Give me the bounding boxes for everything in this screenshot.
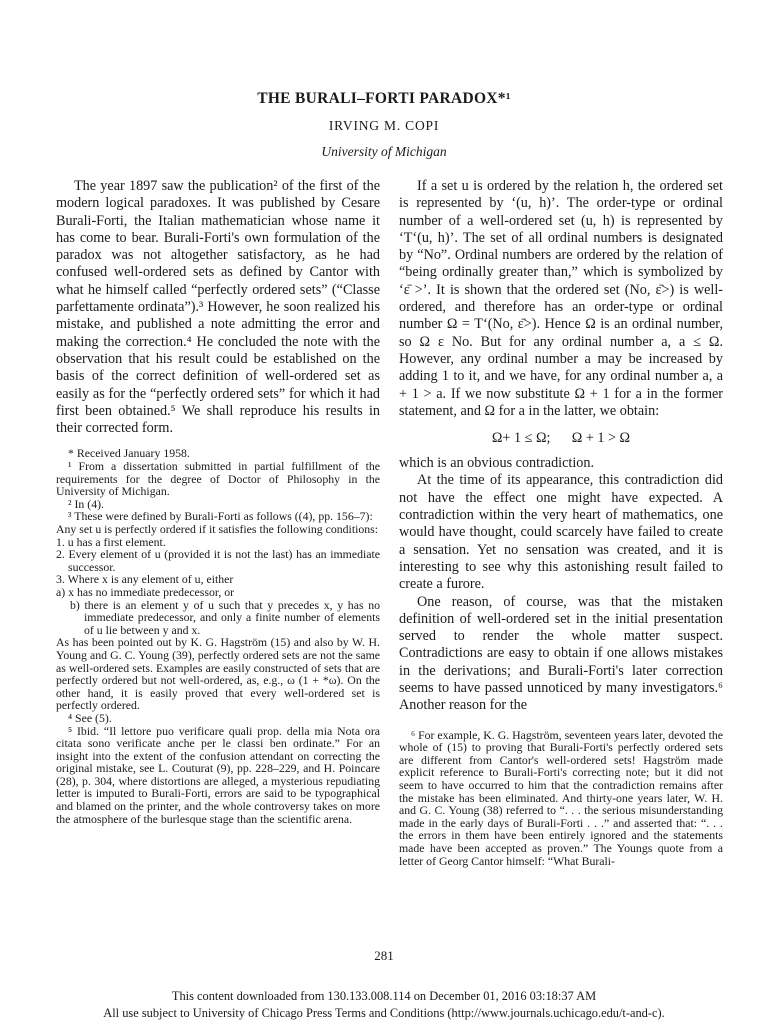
footnote-received: * Received January 1958. <box>68 446 190 461</box>
footnote-3-case-b: b) there is an element y of u such that y precedes x, y has no immediate predecessor, and only a finite number of elements of u lie between y and x. <box>70 597 380 637</box>
footnote-3-condition-2: 2. Every element of u (provided it is not the last) has an immediate successor. <box>56 547 380 574</box>
download-notice: This content downloaded from 130.133.008.114 on December 01, 2016 03:18:37 AM <box>171 989 597 1003</box>
author-name: IRVING M. COPI <box>328 118 440 133</box>
left-footnotes <box>56 447 380 825</box>
footnote-4: ⁴ See (5). <box>68 710 112 725</box>
page-number: 281 <box>374 948 394 963</box>
article-title: THE BURALI–FORTI PARADOX*¹ <box>257 90 511 107</box>
footnote-3-case-a: a) x has no immediate predecessor, or <box>56 584 235 599</box>
footnote-1: ¹ From a dissertation submitted in partial fulfillment of the requirements for the degree of Doctor of Philosophy in the University of Michigan. <box>56 459 380 499</box>
footnote-3: ³ These were defined by Burali-Forti as follows ((4), pp. 156–7): <box>68 509 373 524</box>
contradiction-paragraph: which is an obvious contradiction. <box>399 455 595 472</box>
footnote-3-remark: As has been pointed out by K. G. Hagström (15) and also by W. H. Young and G. C. Young (39), perfectly ordered sets are not the same as well-ordered sets. Examples are easily constructed of sets that are perfectly ordered but not well-ordered, as, e.g., ω (1 + *ω). On the other hand, it is easily proved that every well-ordered set is perfectly ordered. <box>56 635 380 713</box>
author-affiliation: University of Michigan <box>321 144 447 159</box>
reason-paragraph: One reason, of course, was that the mistaken definition of well-ordered set in the initial presentation served to render the whole matter suspect. Contradictions are easy to obtain if one allows mistakes in the derivations; and Burali-Forti's later correction seems to have passed unnoticed by many investigators.⁶ Another reason for the <box>399 593 723 714</box>
contradiction-formula: Ω+ 1 ≤ Ω; Ω + 1 > Ω <box>491 430 631 447</box>
footnote-6: ⁶ For example, K. G. Hagström, seventeen years later, devoted the whole of (15) to proving that Burali-Forti's perfectly ordered sets are different from Cantor's well-ordered sets! Hagström made explicit reference to Burali-Forti's correcting note; but it did not seem to have occurred to him that the contradiction remains after the mistake has been eliminated. And thirty-one years later, W. H. and G. C. Young (38) referred to “. . . the serious misunderstanding made in the early days of Burali-Forti . . .” and asserted that: “. . . the errors in them have been entirely ignored and the statements made have been accepted as proven.” The Youngs quote from a letter of Georg Cantor himself: “What Burali- <box>399 727 723 868</box>
definition-paragraph: If a set u is ordered by the relation h, the ordered set is represented by ‘(u, h)’. The order-type or ordinal number of a well-ordered set (u, h) is represented by ‘T‘(u, h)’. The set of all ordinal numbers is designated by “No”. Ordinal numbers are ordered by the relation of “being ordinally greater than,” which is symbolized by ‘ε̄ >’. It is shown that the ordered set (No, ε̄>) is well-ordered, and therefore has an order-type or ordinal number Ω = T‘(No, ε̄>). Hence Ω is an ordinal number, so Ω ε No. But for any ordinal number a, a ≤ Ω. However, any ordinal number a may be increased by adding 1 to it, and we have, for any ordinal number a, a + 1 > a. If we now substitute Ω + 1 for a in the former statement, and Ω for a in the latter, we obtain: <box>399 178 723 419</box>
footnote-3-condition-3: 3. Where x is any element of u, either <box>56 572 234 587</box>
footnote-3-definition: Any set u is perfectly ordered if it satisfies the following conditions: <box>56 522 379 537</box>
footnote-2: ² In (4). <box>68 496 104 511</box>
history-paragraph: At the time of its appearance, this contradiction did not have the effect one might have expected. A contradiction within the very heart of mathematics, one would have thought, could scarcely have failed to create a sensation. Yet no sensation was created, and it is interesting to see why this astonishing result failed to create a furore. <box>399 472 723 593</box>
footnote-3-condition-1: 1. u has a first element. <box>56 534 166 549</box>
intro-paragraph: The year 1897 saw the publication² of the first of the modern logical paradoxes. It was published by Cesare Burali-Forti, the Italian mathematician whose name it has come to bear. Burali-Forti's own formulation of the paradox was not altogether satisfactory, as he had confused well-ordered sets as defined by Cantor with what he himself called “perfectly ordered sets” (“Classe parfettamente ordinata”).³ However, he soon realized his mistake, and published a note admitting the error and making the correction.⁴ He concluded the note with the observation that his result could be established on the basis of the correct definition of well-ordered set as easily as for the “perfectly ordered sets” for which it had first been obtained.⁵ We shall reproduce his results in their corrected form. <box>56 178 380 437</box>
right-column <box>399 178 723 867</box>
footnote-5: ⁵ Ibid. “Il lettore puo verificare quali prop. della mia Nota ora citata sono verificate anche per le classi ben ordinate.” For an insight into the extent of the confusion attendant on correcting the original mistake, see L. Couturat (9), pp. 228–229, and H. Poincare (28), p. 304, where distortions are alleged, a mysterious repudiating letter is imputed to Burali-Forti, errors are said to be typographical and blamed on the printer, and the whole controversy takes on more the atmosphere of the burlesque stage than the scientific arena. <box>56 723 380 826</box>
left-column <box>56 178 380 825</box>
right-footnotes <box>399 729 723 868</box>
terms-notice: All use subject to University of Chicago Press Terms and Conditions (http://www.journals.uchicago.edu/t-and-c). <box>103 1006 665 1020</box>
